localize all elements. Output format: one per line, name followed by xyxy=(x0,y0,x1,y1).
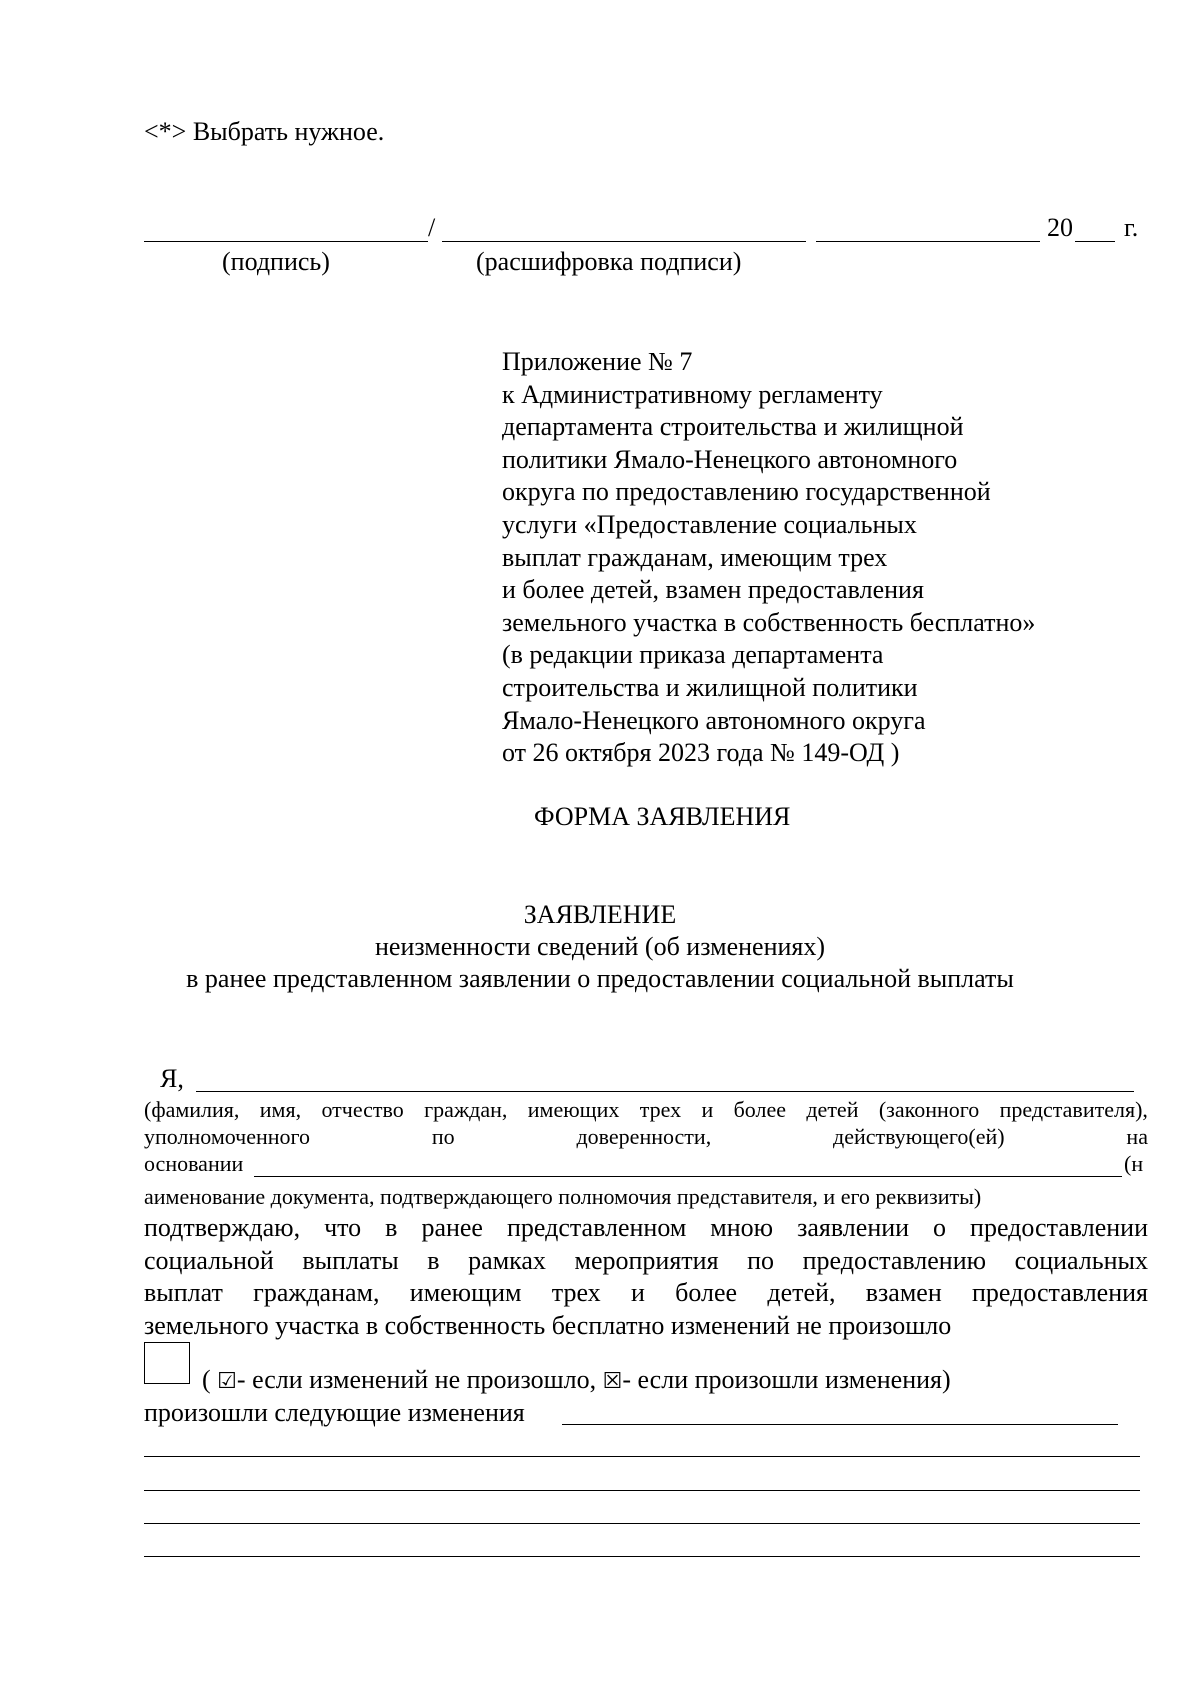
changes-line-3[interactable] xyxy=(144,1523,1140,1524)
changes-line-4[interactable] xyxy=(144,1556,1140,1557)
statement-subtitle-2: в ранее представленном заявлении о предоставлении социальной выплаты xyxy=(186,964,1014,993)
confirm-paragraph xyxy=(144,1212,1148,1342)
appendix-line: (в редакции приказа департамента xyxy=(502,640,884,670)
legend-no-change: - если изменений не произошло, xyxy=(236,1365,597,1394)
appendix-line: услуги «Предоставление социальных xyxy=(502,509,917,539)
appendix-line: департамента строительства и жилищной xyxy=(502,412,964,442)
hint-word: детей xyxy=(806,1097,859,1122)
changes-label: произошли следующие изменения xyxy=(144,1398,525,1427)
appendix-line: строительства и жилищной политики xyxy=(502,672,918,702)
applicant-hint-2 xyxy=(144,1124,1148,1150)
applicant-name-field[interactable] xyxy=(196,1091,1134,1092)
date-line xyxy=(816,241,1040,242)
changes-line-1[interactable] xyxy=(144,1456,1140,1457)
hint-word: имя, xyxy=(259,1097,302,1122)
legend-open-paren: ( xyxy=(202,1365,211,1394)
hint-word: на xyxy=(1126,1124,1148,1149)
changes-field[interactable] xyxy=(562,1424,1118,1425)
appendix-line: округа по предоставлению государственной xyxy=(502,477,991,507)
basis-field[interactable] xyxy=(254,1176,1122,1177)
statement-title: ЗАЯВЛЕНИЕ xyxy=(523,900,677,929)
hint-word: доверенности, xyxy=(576,1124,712,1149)
hint-word: (законного xyxy=(878,1097,980,1122)
basis-hint: аименование документа, подтверждающего полномочия представителя, и его реквизиты) xyxy=(144,1184,982,1209)
confirm-line: социальной выплаты в рамках мероприятия по предоставлению социальных xyxy=(144,1245,1148,1275)
year-line xyxy=(1075,241,1115,242)
confirm-line: выплат гражданам, имеющим трех и более детей, взамен предоставления xyxy=(144,1278,1148,1307)
hint-word: (фамилия, xyxy=(144,1097,240,1122)
hint-word: трех xyxy=(639,1097,682,1122)
appendix-line: Приложение № 7 xyxy=(502,347,693,376)
appendix-line: Ямало-Ненецкого автономного округа xyxy=(502,705,926,735)
confirm-line: подтверждаю, что в ранее представленном мною заявлении о предоставлении xyxy=(144,1213,1148,1242)
appendix-line: политики Ямало-Ненецкого автономного xyxy=(502,444,958,474)
changes-line-2[interactable] xyxy=(144,1490,1140,1491)
statement-subtitle-1: неизменности сведений (об изменениях) xyxy=(374,932,826,961)
applicant-prefix: Я, xyxy=(160,1064,184,1093)
no-change-checkbox[interactable] xyxy=(144,1342,190,1384)
appendix-line: земельного участка в собственность бесплатно» xyxy=(502,607,1036,637)
cross-icon: ☒ xyxy=(602,1369,623,1394)
basis-prefix: основании xyxy=(144,1151,244,1176)
appendix-block xyxy=(502,346,1035,770)
legend-changed: - если произошли изменения) xyxy=(622,1365,951,1394)
appendix-line: и более детей, взамен предоставления xyxy=(502,575,924,605)
hint-word: более xyxy=(733,1097,786,1122)
applicant-hint-1 xyxy=(144,1097,1148,1123)
hint-word: граждан, xyxy=(424,1097,508,1122)
form-heading: ФОРМА ЗАЯВЛЕНИЯ xyxy=(534,802,791,831)
hint-word: действующего(ей) xyxy=(833,1124,1005,1149)
basis-suffix: (н xyxy=(1124,1151,1144,1176)
hint-word: и xyxy=(701,1097,714,1122)
hint-word: отчество xyxy=(321,1097,404,1122)
signature-line xyxy=(144,241,428,242)
footnote: <*> Выбрать нужное. xyxy=(144,117,385,146)
year-suffix: г. xyxy=(1124,213,1139,242)
check-icon: ☑ xyxy=(217,1369,237,1394)
hint-word: имеющих xyxy=(527,1097,620,1122)
hint-word: представителя), xyxy=(999,1097,1148,1122)
appendix-line: от 26 октября 2023 года № 149-ОД ) xyxy=(502,738,900,768)
signature-decode-line xyxy=(442,241,806,242)
signature-decode-caption: (расшифровка подписи) xyxy=(476,247,742,276)
appendix-line: выплат гражданам, имеющим трех xyxy=(502,542,888,572)
checkbox-legend xyxy=(202,1365,951,1397)
signature-slash: / xyxy=(428,213,436,242)
year-prefix: 20 xyxy=(1047,213,1073,242)
hint-word: уполномоченного xyxy=(144,1124,311,1149)
confirm-line: земельного участка в собственность бесплатно изменений не произошло xyxy=(144,1310,952,1340)
hint-word: по xyxy=(431,1124,455,1149)
signature-caption: (подпись) xyxy=(222,247,330,276)
appendix-line: к Административному регламенту xyxy=(502,379,883,409)
